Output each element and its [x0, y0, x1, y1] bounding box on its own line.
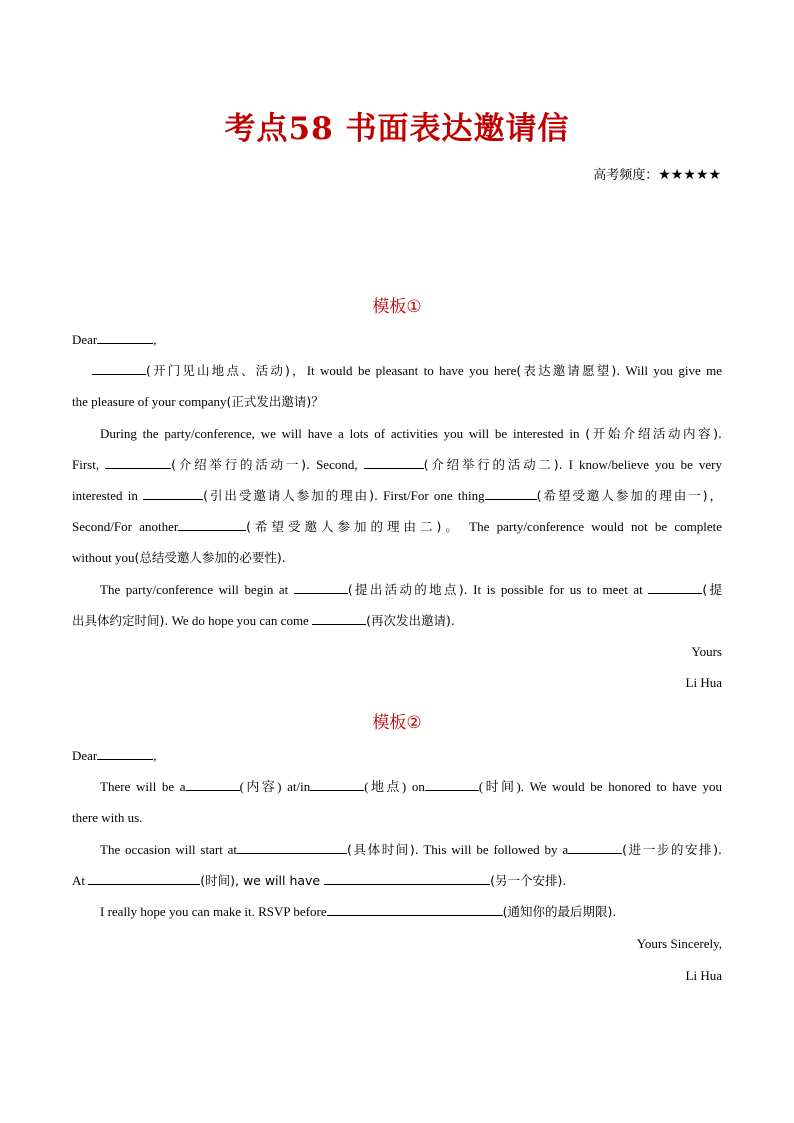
template-1-line-6: interested in (引出受邀请人参加的理由). First/For one thing (希望受邀人参加的理由一)， [72, 488, 722, 503]
template-2-line-6: I really hope you can make it. RSVP before (通知你的最后期限). [100, 904, 617, 919]
frequency-label: 高考频度： [593, 168, 659, 183]
template-2-signature: Li Hua [685, 968, 722, 983]
blank [186, 778, 240, 791]
template-2-heading: 模板② [372, 713, 422, 733]
template-2-line-4: The occasion will start at (具体时间). This will be followed by a (进一步的安排). [100, 842, 722, 857]
blank [88, 872, 200, 885]
blank [143, 487, 203, 500]
template-2-line-3: there with us. [72, 810, 143, 825]
template-1-line-8: without you(总结受邀人参加的必要性). [72, 550, 286, 565]
template-1-line-4: During the party/conference, we will have a lots of activities you will be interested in (开始介绍活动内容). [100, 426, 722, 441]
blank [324, 872, 490, 885]
blank [92, 362, 146, 375]
exam-frequency [593, 164, 721, 183]
blank [97, 331, 153, 344]
template-1-closing: Yours [691, 644, 722, 659]
blank [97, 747, 153, 760]
template-1-line-10: 出具体约定时间). We do hope you can come (再次发出邀请). [72, 613, 455, 628]
template-1-salutation: Dear , [72, 332, 157, 347]
template-1-signature: Li Hua [685, 675, 722, 690]
blank [105, 456, 171, 469]
page-title: 考点58 书面表达邀请信 [224, 111, 570, 147]
frequency-stars: ★★★★★ [658, 167, 721, 183]
template-2-line-5: At (时间), we will have (另一个安排). [72, 873, 567, 888]
blank [294, 581, 348, 594]
blank [327, 903, 503, 916]
blank [312, 612, 366, 625]
blank [364, 456, 424, 469]
blank [485, 487, 537, 500]
template-1-line-7: Second/For another (希望受邀人参加的理由二)。 The party/conference would not be complete [72, 519, 722, 534]
template-1-heading: 模板① [372, 297, 422, 317]
blank [310, 778, 364, 791]
blank [648, 581, 702, 594]
template-1-line-9: The party/conference will begin at (提出活动的地点). It is possible for us to meet at (提 [100, 582, 722, 597]
template-2-line-2: There will be a (内容) at/in (地点) on (时间). We would be honored to have you [100, 779, 722, 794]
template-1-line-5: First, (介绍举行的活动一). Second, (介绍举行的活动二). I know/believe you be very [72, 457, 723, 472]
blank [237, 841, 347, 854]
template-1-line-3: the pleasure of your company(正式发出邀请)？ [72, 394, 324, 409]
template-2-salutation: Dear , [72, 748, 157, 763]
blank [425, 778, 479, 791]
blank [178, 518, 246, 531]
blank [568, 841, 622, 854]
template-1-line-2: (开门见山地点、活动)，It would be pleasant to have you here(表达邀请愿望). Will you give me [72, 362, 722, 380]
template-2-closing: Yours Sincerely, [636, 936, 722, 951]
